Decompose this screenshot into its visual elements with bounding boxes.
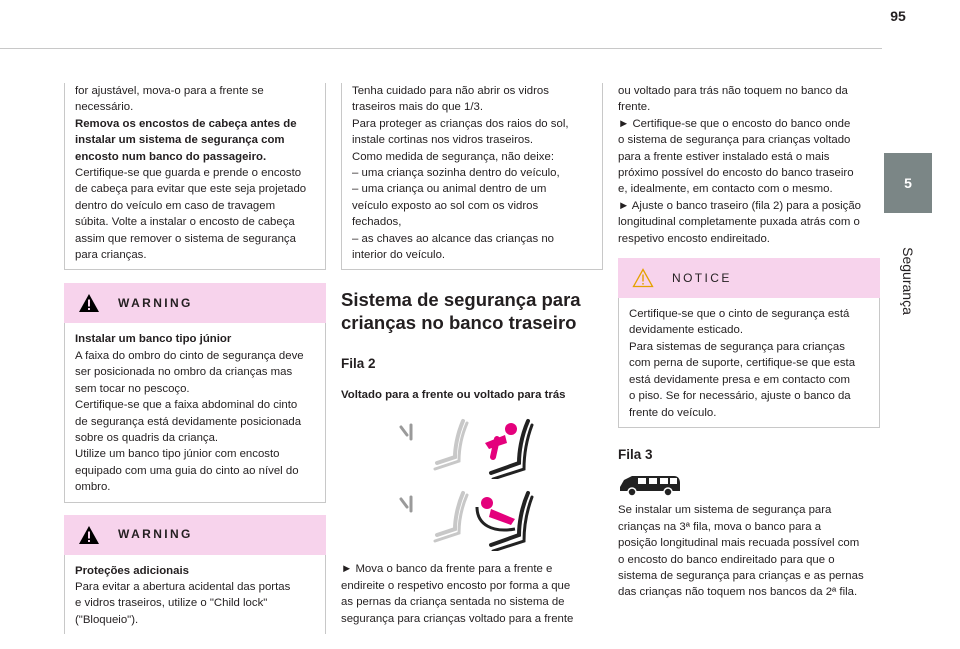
notice-text: Certifique-se que o cinto de segurança está devidamente esticado. Para sistemas de segurança para crianças com perna de suporte, certifique-se que esta está devidamente presa e em contacto com o piso. Se for necessário, ajuste o banco da frente do veículo. (629, 308, 856, 419)
warning-triangle-icon (78, 293, 100, 313)
header-rule (0, 48, 882, 49)
notice-body (619, 298, 879, 427)
warning-box-junior (64, 283, 326, 502)
warning-heading: Instalar um banco tipo júnior (75, 333, 232, 346)
fila-2-heading: Fila 2 (341, 356, 376, 372)
seat-adjust-text: ou voltado para trás não toquem no banco da frente. ► Certifique-se que o encosto do banco onde o sistema de segurança para crianças voltado para a frente estiver instalado está o mais próximo possível do encosto do banco traseiro e, idealmente, em contacto com o mesmo. ► Ajuste o banco traseiro (fila 2) para a posição longitudinal completamente puxada atrás com o respetivo encosto endireitado. (618, 85, 862, 245)
fila-2-instructions: ► Mova o banco da frente para a frente e endireite o respetivo encosto por forma a que as pernas da criança sentada no sistema de segurança para crianças voltado para a frente (341, 563, 574, 625)
chapter-title: Segurança (900, 246, 916, 315)
chapter-tab[interactable] (884, 153, 932, 348)
caution-box (341, 83, 603, 270)
column-1 (64, 83, 326, 634)
notice-triangle-icon (632, 268, 654, 288)
notice-label: NOTICE (672, 270, 732, 285)
headrest-heading: Remova os encostos de cabeça antes de instalar um sistema de segurança com encosto num banco do passageiro. (75, 117, 297, 163)
warning-label: WARNING (118, 296, 193, 311)
seat-forward-facing-icon (393, 417, 543, 479)
warning-label: WARNING (118, 527, 193, 542)
warning-header (64, 283, 326, 323)
warning-heading: Proteções adicionais (75, 564, 189, 577)
warning-text: Para evitar a abertura acidental das portas e vidros traseiros, utilize o "Child lock" ("Bloqueio"). (75, 580, 291, 626)
fila-3-text: Se instalar um sistema de segurança para crianças na 3ª fila, mova o banco para a posição longitudinal mais recuada possível com o encosto do banco endireitado para que o sistema de segurança para crianças e as pernas das crianças não toquem nos bancos da 2ª fila. (618, 504, 864, 599)
warning-box-protection (64, 515, 326, 635)
vehicle-icon (618, 471, 682, 497)
fila-2-subheading: Voltado para a frente ou voltado para trás (341, 388, 566, 401)
chapter-number: 5 (884, 153, 932, 213)
notice-header (618, 258, 880, 298)
headrest-text: Certifique-se que guarda e prende o encosto de cabeça para evitar que este seja projetado dentro do veículo em caso de travagem súbita. Volte a instalar o encosto de cabeça assim que remover o sistema de segurança para crianças. (75, 167, 307, 262)
seat-rear-facing-icon (393, 489, 543, 551)
column-3 (618, 83, 880, 601)
warning-body (65, 555, 325, 635)
seat-illustrations (393, 417, 603, 551)
fila-3-heading: Fila 3 (618, 446, 653, 462)
headrest-box (64, 83, 326, 270)
intro-text: for ajustável, mova-o para a frente se necessário. (75, 85, 264, 114)
chapter-label-box (884, 213, 932, 348)
caution-text: Tenha cuidado para não abrir os vidros traseiros mais do que 1/3. Para proteger as crianças dos raios do sol, instale cortinas nos vidros traseiros. Como medida de segurança, não deixe: – uma criança sozinha dentro do veículo, – uma criança ou animal dentro de um veículo exposto ao sol com os vidros fechados, – as chaves ao alcance das crianças no interior do veículo. (352, 85, 569, 262)
warning-triangle-icon (78, 525, 100, 545)
warning-body (65, 323, 325, 501)
section-title: Sistema de segurança para crianças no banco traseiro (341, 289, 581, 334)
warning-text: A faixa do ombro do cinto de segurança deve ser posicionada no ombro da crianças mas sem tocar no pescoço. Certifique-se que a faixa abdominal do cinto de segurança está devidamente posicionada sobre os quadris da criança. Utilize um banco tipo júnior com encosto equipado com uma guia do cinto ao nível do ombro. (75, 349, 304, 494)
warning-header (64, 515, 326, 555)
column-2 (341, 83, 603, 627)
page-number: 95 (890, 8, 906, 24)
notice-box (618, 258, 880, 428)
